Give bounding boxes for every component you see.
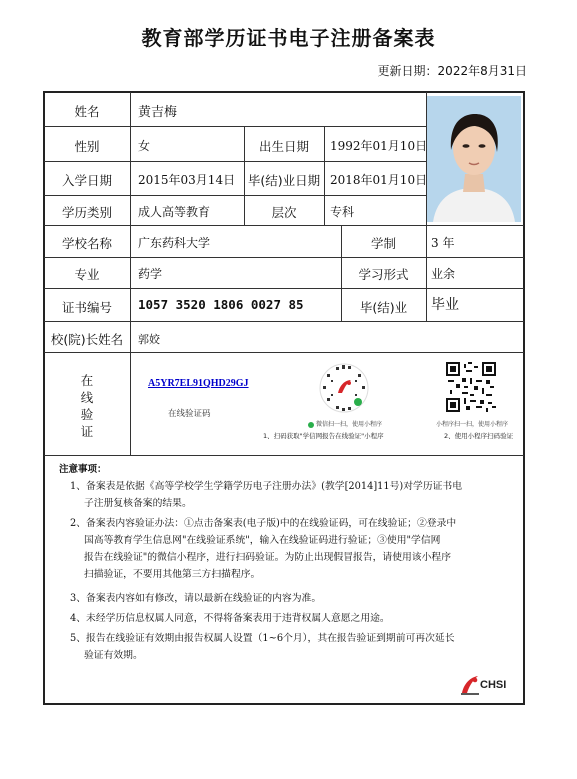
- chsi-logo: CHSI: [460, 673, 512, 697]
- wechat-mini-program-icon[interactable]: [318, 362, 370, 414]
- value-enroll: 2015年03月14日: [138, 173, 236, 187]
- label-gender: 性别: [74, 139, 100, 154]
- value-school: 广东药科大学: [138, 236, 211, 250]
- note-1-line-2: 子注册复核备案的结果。: [84, 498, 192, 509]
- step-2-text: 2、使用小程序扫码验证: [444, 432, 514, 440]
- verification-code-caption: 在线验证码: [168, 409, 211, 419]
- note-5-line-2: 验证有效期。: [84, 650, 143, 661]
- value-study-form: 业余: [431, 267, 456, 281]
- verification-qr-code[interactable]: [446, 362, 496, 412]
- note-2-line-4: 扫描验证，不要用其他第三方扫描程序。: [84, 569, 261, 580]
- page-title: 教育部学历证书电子注册备案表: [141, 26, 436, 50]
- label-cert-no: 证书编号: [61, 300, 112, 315]
- value-president: 郭姣: [138, 333, 160, 346]
- note-2-line-2: 国高等教育学生信息网"在线验证系统"，输入在线验证码进行验证；③使用"学信网: [84, 535, 441, 546]
- value-gender: 女: [138, 139, 151, 153]
- note-item: 3、备案表内容如有修改，请以最新在线验证的内容为准。: [70, 593, 322, 604]
- note-item: [70, 515, 456, 583]
- note-2-line-3: 报告在线验证"的微信小程序，进行扫码验证。为防止出现假冒报告，请使用该小程序: [84, 552, 451, 563]
- value-level: 专科: [330, 205, 355, 219]
- value-grad-status: 毕业: [431, 297, 459, 313]
- update-date: 更新日期：2022年8月31日: [377, 64, 527, 78]
- notes-heading: 注意事项：: [59, 464, 107, 475]
- value-birth: 1992年01月10日: [330, 139, 428, 153]
- step-1-text: 1、扫码获取"学信网报告在线验证"小程序: [263, 432, 384, 440]
- label-study-form: 学习形式: [358, 267, 409, 282]
- student-photo: [427, 96, 521, 222]
- note-5-line-1: 5、报告在线验证有效期由报告权属人设置（1~6个月），其在报告验证到期前可再次延长: [70, 633, 455, 644]
- verification-code-link[interactable]: A5YR7EL91QHD29GJ: [148, 378, 249, 389]
- label-name: 姓名: [74, 104, 100, 119]
- chsi-logo-icon: [460, 673, 480, 695]
- wechat-hint: 微信扫一扫，使用小程序: [305, 419, 385, 428]
- value-name: 黄吉梅: [138, 105, 178, 120]
- note-item: 4、未经学历信息权属人同意，不得将备案表用于违背权属人意愿之用途。: [70, 613, 390, 624]
- label-birth: 出生日期: [258, 139, 309, 154]
- label-president: 校(院)长姓名: [50, 332, 124, 347]
- value-major: 药学: [138, 267, 163, 281]
- label-enroll: 入学日期: [61, 173, 112, 188]
- value-cert-no: 1057 3520 1806 0027 85: [138, 297, 304, 312]
- note-2-line-1: 2、备案表内容验证办法：①点击备案表(电子版)中的在线验证码，可在线验证；②登录中: [70, 518, 457, 529]
- qr-hint: 小程序扫一扫，使用小程序: [436, 421, 509, 428]
- note-item: [70, 478, 462, 512]
- label-school: 学校名称: [61, 236, 112, 251]
- value-edu-type: 成人高等教育: [138, 205, 211, 219]
- label-level: 层次: [271, 205, 297, 220]
- label-grad-status: 毕(结)业: [359, 300, 408, 315]
- note-1-line-1: 1、备案表是依据《高等学校学生学籍学历电子注册办法》(教学[2014]11号)对学历证书电: [70, 481, 463, 492]
- wechat-icon: [308, 422, 314, 428]
- label-length: 学制: [370, 236, 396, 251]
- label-major: 专业: [74, 267, 100, 282]
- label-graduate: 毕(结)业日期: [247, 173, 321, 188]
- label-edu-type: 学历类别: [61, 205, 112, 220]
- value-graduate: 2018年01月10日: [330, 173, 428, 187]
- note-item: [70, 630, 455, 664]
- value-length: 3 年: [431, 236, 455, 250]
- label-online-verify: 在 线 验 证: [80, 373, 94, 439]
